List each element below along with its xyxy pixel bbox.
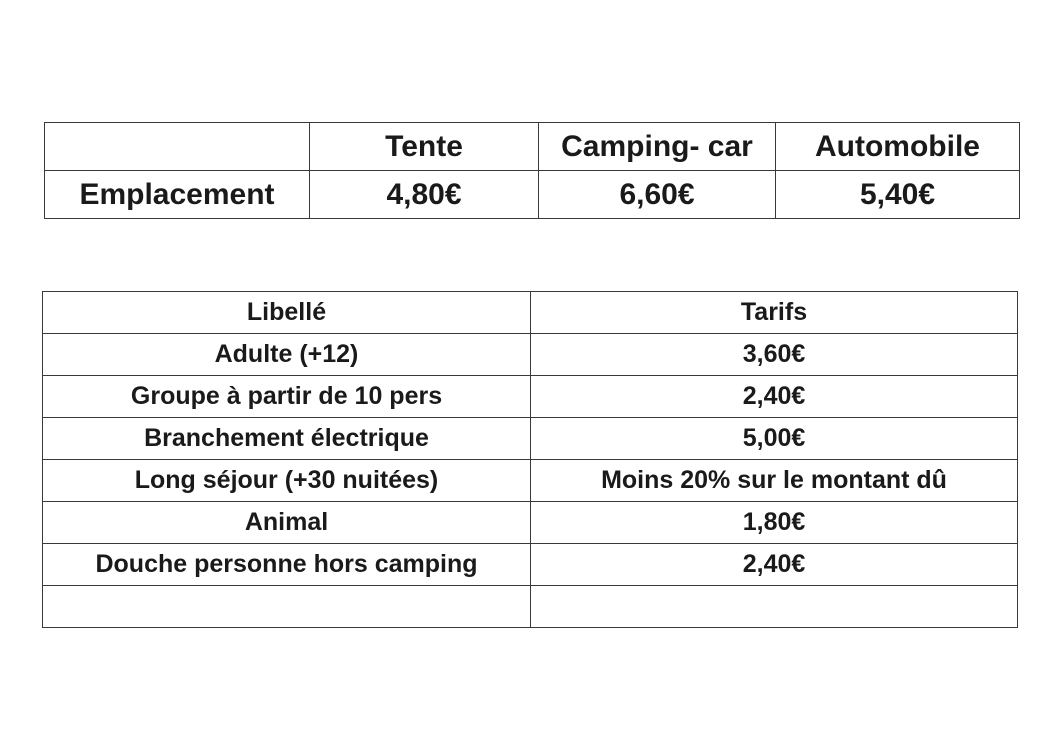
- table-header-row: [45, 123, 1020, 171]
- price-automobile: 5,40€: [776, 171, 1020, 219]
- table-row-empty: [43, 586, 1018, 628]
- fee-price: Moins 20% sur le montant dû: [531, 460, 1018, 502]
- fee-price: [531, 586, 1018, 628]
- pitch-price-table: [44, 122, 1020, 219]
- table-row: [43, 502, 1018, 544]
- fee-price: 5,00€: [531, 418, 1018, 460]
- fee-label: Animal: [43, 502, 531, 544]
- table-row: [43, 376, 1018, 418]
- table-row: [43, 334, 1018, 376]
- header-cell-automobile: Automobile: [776, 123, 1020, 171]
- table-row: [43, 418, 1018, 460]
- header-cell-tente: Tente: [310, 123, 539, 171]
- fee-price: 3,60€: [531, 334, 1018, 376]
- price-camping-car: 6,60€: [539, 171, 776, 219]
- table-header-row: [43, 292, 1018, 334]
- fee-label: Groupe à partir de 10 pers: [43, 376, 531, 418]
- fee-label: Branchement électrique: [43, 418, 531, 460]
- price-tente: 4,80€: [310, 171, 539, 219]
- fee-label: Long séjour (+30 nuitées): [43, 460, 531, 502]
- header-cell-empty: [45, 123, 310, 171]
- fee-label: [43, 586, 531, 628]
- table-row: [43, 460, 1018, 502]
- fee-price: 1,80€: [531, 502, 1018, 544]
- fee-label: Douche personne hors camping: [43, 544, 531, 586]
- fees-table: [42, 291, 1018, 628]
- fee-price: 2,40€: [531, 376, 1018, 418]
- header-cell-libelle: Libellé: [43, 292, 531, 334]
- fee-price: 2,40€: [531, 544, 1018, 586]
- fee-label: Adulte (+12): [43, 334, 531, 376]
- table-row: [43, 544, 1018, 586]
- table-row: [45, 171, 1020, 219]
- header-cell-camping-car: Camping- car: [539, 123, 776, 171]
- row-label-emplacement: Emplacement: [45, 171, 310, 219]
- header-cell-tarifs: Tarifs: [531, 292, 1018, 334]
